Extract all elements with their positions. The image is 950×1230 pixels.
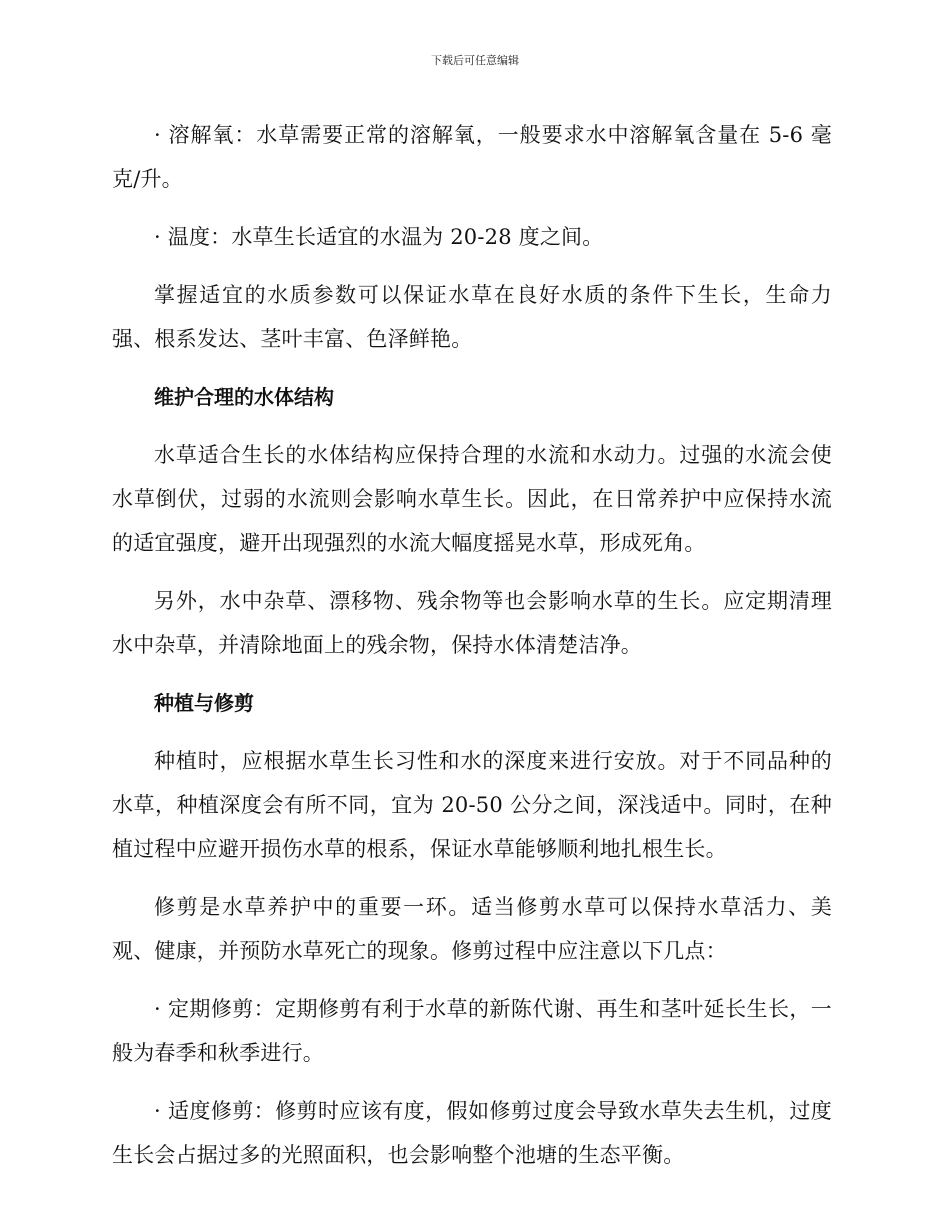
section-heading-planting-pruning: 种植与修剪 [154,691,254,715]
paragraph-water-flow: 水草适合生长的水体结构应保持合理的水流和水动力。过强的水流会使水草倒伏，过弱的水流则会影响水草生长。因此，在日常养护中应保持水流的适宜强度，避开出现强烈的水流大幅度摇晃水草，形成死角。 [112,443,832,555]
page-header: 下载后可任意编辑 [431,54,519,67]
paragraph-water-quality-summary: 掌握适宜的水质参数可以保证水草在良好水质的条件下生长，生命力强、根系发达、茎叶丰富、色泽鲜艳。 [112,283,832,351]
bullet-dissolved-oxygen: · 溶解氧：水草需要正常的溶解氧，一般要求水中溶解氧含量在 5-6 毫克/升。 [112,123,832,191]
paragraph-planting: 种植时，应根据水草生长习性和水的深度来进行安放。对于不同品种的水草，种植深度会有所不同，宜为 20-50 公分之间，深浅适中。同时，在种植过程中应避开损伤水草的根系，保证水草能够顺利地扎根生长。 [112,749,832,861]
section-heading-water-structure: 维护合理的水体结构 [154,385,334,409]
bullet-regular-pruning: · 定期修剪：定期修剪有利于水草的新陈代谢、再生和茎叶延长生长，一般为春季和秋季进行。 [112,997,832,1065]
document-body [112,113,832,1191]
bullet-moderate-pruning: · 适度修剪：修剪时应该有度，假如修剪过度会导致水草失去生机，过度生长会占据过多的光照面积，也会影响整个池塘的生态平衡。 [112,1099,832,1167]
paragraph-debris-cleaning: 另外，水中杂草、漂移物、残余物等也会影响水草的生长。应定期清理水中杂草，并清除地面上的残余物，保持水体清楚洁净。 [112,589,832,657]
paragraph-pruning-intro: 修剪是水草养护中的重要一环。适当修剪水草可以保持水草活力、美观、健康，并预防水草死亡的现象。修剪过程中应注意以下几点： [112,895,832,963]
bullet-temperature: · 温度：水草生长适宜的水温为 20-28 度之间。 [154,225,604,249]
